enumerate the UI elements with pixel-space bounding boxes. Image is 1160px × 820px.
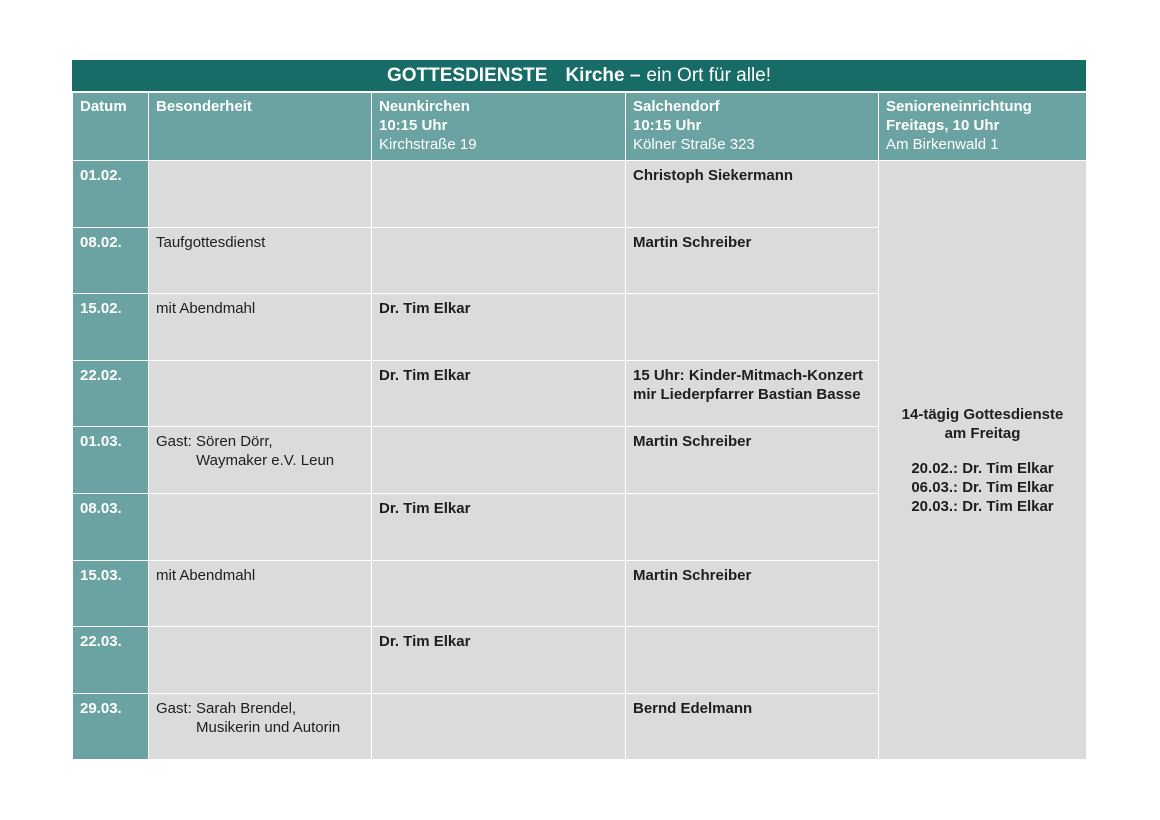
special-line2: Waymaker e.V. Leun xyxy=(196,452,335,470)
schedule-title-bar xyxy=(72,60,1086,92)
header-senioren xyxy=(879,93,1087,161)
senior-line2: am Freitag xyxy=(944,424,1021,442)
neunkirchen-cell xyxy=(372,427,626,494)
header-datum: Datum xyxy=(73,93,149,161)
special-cell xyxy=(149,693,372,760)
special-line1: Gast: Sarah Brendel, xyxy=(156,699,297,717)
date-cell: 22.02. xyxy=(73,360,149,427)
neunkirchen-cell: Dr. Tim Elkar xyxy=(372,294,626,361)
salchendorf-cell: Martin Schreiber xyxy=(626,427,879,494)
senioren-name: Senioreneinrichtung xyxy=(886,98,1032,115)
header-row xyxy=(73,93,1087,161)
date-cell: 08.02. xyxy=(73,227,149,294)
salchendorf-cell: Bernd Edelmann xyxy=(626,693,879,760)
special-cell xyxy=(149,360,372,427)
date-cell: 29.03. xyxy=(73,693,149,760)
senioren-time: Freitags, 10 Uhr xyxy=(886,117,1000,134)
date-cell: 01.03. xyxy=(73,427,149,494)
special-cell xyxy=(149,294,372,361)
neunkirchen-cell xyxy=(372,560,626,627)
header-neunkirchen xyxy=(372,93,626,161)
special-line1: mit Abendmahl xyxy=(156,566,256,584)
senior-date: 20.03.: Dr. Tim Elkar xyxy=(911,497,1054,515)
date-cell: 01.02. xyxy=(73,161,149,228)
special-cell xyxy=(149,560,372,627)
date-cell: 22.03. xyxy=(73,627,149,694)
special-line2: Musikerin und Autorin xyxy=(196,718,341,736)
salchendorf-name: Salchendorf xyxy=(633,98,720,115)
neunkirchen-cell: Dr. Tim Elkar xyxy=(372,360,626,427)
senior-line1: 14-tägig Gottesdienste xyxy=(901,405,1064,423)
header-besonderheit: Besonderheit xyxy=(149,93,372,161)
salchendorf-cell xyxy=(626,493,879,560)
special-line1: mit Abendmahl xyxy=(156,300,256,318)
senior-date: 20.02.: Dr. Tim Elkar xyxy=(911,459,1054,477)
special-cell xyxy=(149,493,372,560)
senior-info-cell xyxy=(879,161,1087,760)
table-row xyxy=(73,161,1087,228)
special-cell xyxy=(149,627,372,694)
title-main: GOTTESDIENSTE xyxy=(386,64,548,86)
senioren-address: Am Birkenwald 1 xyxy=(886,136,999,153)
special-cell xyxy=(149,427,372,494)
neunkirchen-address: Kirchstraße 19 xyxy=(379,136,477,153)
salchendorf-cell: Christoph Siekermann xyxy=(626,161,879,228)
neunkirchen-time: 10:15 Uhr xyxy=(379,117,448,134)
date-cell: 15.03. xyxy=(73,560,149,627)
neunkirchen-cell xyxy=(372,161,626,228)
salchendorf-cell: 15 Uhr: Kinder-Mitmach-Konzert mir Liederpfarrer Bastian Basse xyxy=(626,360,879,427)
neunkirchen-cell: Dr. Tim Elkar xyxy=(372,493,626,560)
salchendorf-cell: Martin Schreiber xyxy=(626,227,879,294)
salchendorf-address: Kölner Straße 323 xyxy=(633,136,755,153)
salchendorf-cell xyxy=(626,294,879,361)
special-cell xyxy=(149,227,372,294)
date-cell: 15.02. xyxy=(73,294,149,361)
schedule-table xyxy=(72,92,1087,760)
neunkirchen-cell: Dr. Tim Elkar xyxy=(372,627,626,694)
salchendorf-time: 10:15 Uhr xyxy=(633,117,702,134)
neunkirchen-cell xyxy=(372,693,626,760)
senior-date: 06.03.: Dr. Tim Elkar xyxy=(911,478,1054,496)
header-salchendorf xyxy=(626,93,879,161)
title-rest: ein Ort für alle! xyxy=(646,64,772,86)
title-kirche: Kirche – xyxy=(565,64,641,86)
special-cell xyxy=(149,161,372,228)
salchendorf-cell: Martin Schreiber xyxy=(626,560,879,627)
date-cell: 08.03. xyxy=(73,493,149,560)
service-schedule xyxy=(72,60,1086,760)
special-line1: Gast: Sören Dörr, xyxy=(156,433,273,451)
neunkirchen-cell xyxy=(372,227,626,294)
salchendorf-cell xyxy=(626,627,879,694)
special-line1: Taufgottesdienst xyxy=(156,233,266,251)
neunkirchen-name: Neunkirchen xyxy=(379,98,470,115)
